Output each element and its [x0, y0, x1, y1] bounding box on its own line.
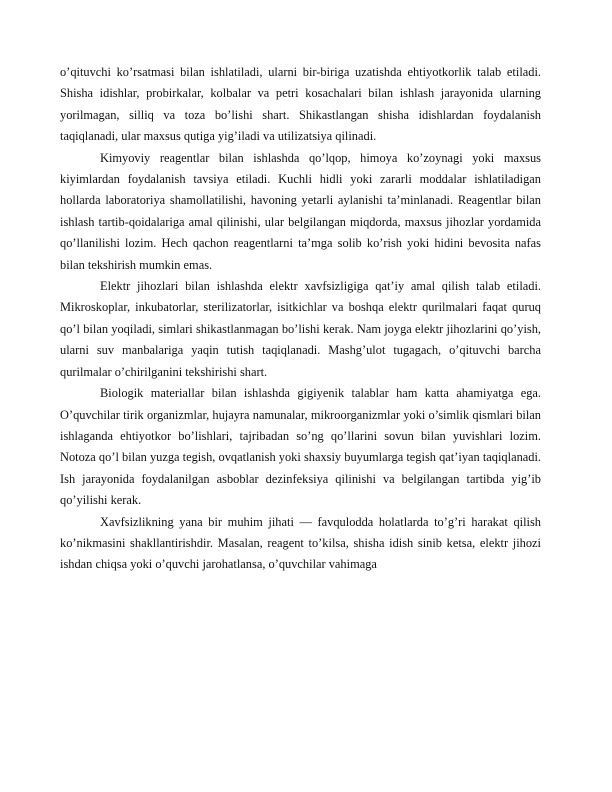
paragraph-1: o’qituvchi ko’rsatmasi bilan ishlatiladi, ularni bir-biriga uzatishda ehtiyotkorlik talab etiladi. Shisha idishlar, probirkalar, kolbalar va petri kosachalari bilan ishlash jarayonida ularning yorilmagan, silliq va toza bo’lishi shart. Shikastlangan shisha idishlardan foydalanish taqiqlanadi, ular maxsus qutiga yig’iladi va utilizatsiya qilinadi.: [60, 65, 541, 144]
paragraph-5: Xavfsizlikning yana bir muhim jihati — favqulodda holatlarda to’g’ri harakat qilish ko’nikmasini shakllantirishdir. Masalan, reagent to’kilsa, shisha idish sinib ketsa, elektr jihozi ishdan chiqsa yoki o’quvchi jarohatlansa, o’quvchilar vahimaga: [60, 514, 541, 572]
paragraph-2: Kimyoviy reagentlar bilan ishlashda qo’lqop, himoya ko’zoynagi yoki maxsus kiyimlardan foydalanish tavsiya etiladi. Kuchli hidli yoki zararli moddalar ishlatiladigan hollarda laboratoriya shamollatilishi, havoning yetarli aylanishi ta’minlanadi. Reagentlar bilan ishlash tartib-qoidalariga amal qilinishi, ular belgilangan miqdorda, maxsus jihozlar yordamida qo’llanilishi lozim. Hech qachon reagentlarni ta’mga solib ko’rish yoki hidini bevosita nafas bilan tekshirish mumkin emas.: [60, 150, 541, 272]
document-page: [60, 62, 541, 576]
paragraph-3: Elektr jihozlari bilan ishlashda elektr xavfsizligiga qat’iy amal qilish talab etiladi. Mikroskoplar, inkubatorlar, sterilizatorlar, isitkichlar va boshqa elektr qurilmalari faqat quruq qo’l bilan yoqiladi, simlari shikastlanmagan bo’lishi kerak. Nam joyga elektr jihozlarini qo’yish, ularni suv manbalariga yaqin tutish taqiqlanadi. Mashg’ulot tugagach, o’qituvchi barcha qurilmalar o’chirilganini tekshirishi shart.: [60, 279, 541, 379]
paragraph-4: Biologik materiallar bilan ishlashda gigiyenik talablar ham katta ahamiyatga ega. O’quvchilar tirik organizmlar, hujayra namunalar, mikroorganizmlar yoki o’simlik qismlari bilan ishlaganda ehtiyotkor bo’lishlari, tajribadan so’ng qo’llarini sovun bilan yuvishlari lozim. Notoza qo’l bilan yuzga tegish, ovqatlanish yoki shaxsiy buyumlarga tegish qat’iyan taqiqlanadi. Ish jarayonida foydalanilgan asboblar dezinfeksiya qilinishi va belgilangan tartibda yig’ib qo’yilishi kerak.: [60, 386, 541, 508]
